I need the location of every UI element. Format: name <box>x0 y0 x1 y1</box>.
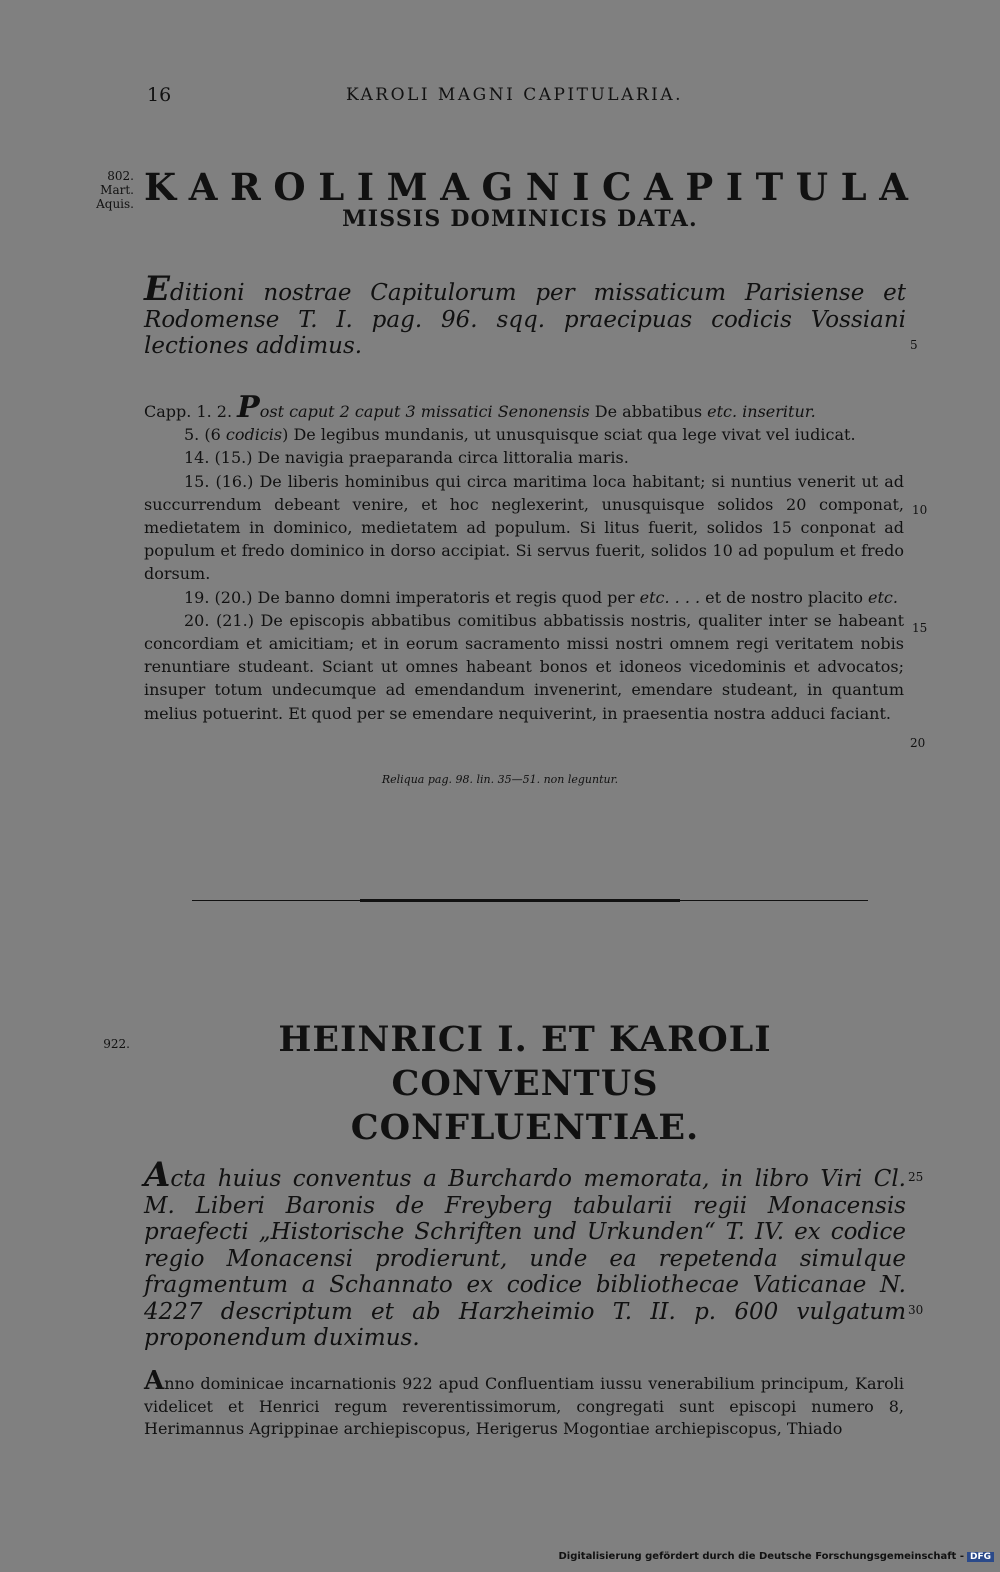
margin-note-date <box>92 169 134 211</box>
capp-line <box>144 390 904 425</box>
body-text: nno dominicae incarnationis 922 apud Confluentiam iussu venerabilium principum, Karoli videlicet et Henrici regum reverentissimorum, congregati sunt episcopi numero 8, Herimannus Agrippinae archiepiscopus, Herigerus Mogontiae archiepiscopus, Thiado <box>144 1374 904 1438</box>
paragraph-20: 20. (21.) De episcopis abbatibus comitibus abbatissis nostris, qualiter inter se habeant concordiam et amicitiam; et in eorum sacramento missi nostri omnem regi veritatem nobis renuntiare studeant. Sciant ut omnes habeant bonos et idoneos vicedominis et advocatos; insuper totum undecumque ad emendandum invenerint, emendare studeant, in quantum melius potuerint. Et quod per se emendare nequiverint, in praesentia nostra adduci faciant. <box>144 610 904 723</box>
p5-num: 5. (6 <box>184 425 226 445</box>
line-number: 25 <box>908 1170 924 1184</box>
p5-codicis: codicis <box>225 425 283 445</box>
line-number: 30 <box>908 1303 924 1317</box>
section-title <box>144 165 908 209</box>
initial-letter: A <box>144 1155 171 1195</box>
page-number: 16 <box>147 84 172 106</box>
p19-etc: etc. . . . <box>639 587 701 607</box>
capitula-body <box>144 390 904 725</box>
title-letter: N <box>525 165 560 209</box>
margin-place: Aquis. <box>96 197 134 211</box>
title-letter: G <box>481 165 514 209</box>
capp-prefix: Capp. 1. 2. <box>144 402 233 421</box>
title-letter: P <box>685 165 714 209</box>
title-letter: A <box>644 165 673 209</box>
digitization-credit <box>558 1551 994 1562</box>
paragraph-15: 15. (16.) De liberis hominibus qui circa maritima loca habitant; si nuntius venerit ut ad succurrendum debeant venire, et hoc neglexerint, unusquisque solidos 20 componat, medietatem in dominico, medietatem ad populum. Si litus fuerit, solidos 15 conponat ad populum et fredo dominico in dorso accipiat. Si servus fuerit, solidos 10 ad populum et fredo dorsum. <box>144 471 904 584</box>
p5-text: ) De legibus mundanis, ut unusquisque sciat qua lege vivat vel iudicat. <box>282 425 856 445</box>
title-letter: R <box>230 165 261 209</box>
conventus-paragraph <box>144 1366 904 1441</box>
title2-line2: CONFLUENTIAE. <box>350 1107 700 1148</box>
section-subtitle: MISSIS DOMINICIS DATA. <box>342 206 698 232</box>
margin-note-year: 922. <box>103 1037 130 1051</box>
credit-text: Digitalisierung gefördert durch die Deutsche Forschungsgemeinschaft - <box>558 1551 964 1562</box>
p19-a: 19. (20.) De banno domni imperatoris et regis quod per <box>184 587 640 607</box>
title-letter: A <box>440 165 469 209</box>
capp-italic: ost caput 2 caput 3 missatici Senonensis <box>259 402 590 421</box>
title-letter: I <box>356 165 375 209</box>
title-letter: U <box>795 165 829 209</box>
capp-mid: De abbatibus <box>589 402 708 421</box>
title2-line1: HEINRICI I. ET KAROLI CONVENTUS <box>278 1019 772 1104</box>
section-divider-thick <box>360 899 680 902</box>
paragraph-5 <box>144 423 904 446</box>
title-letter: T <box>755 165 784 209</box>
line-number: 15 <box>912 621 928 635</box>
initial-letter: E <box>144 269 170 309</box>
title-letter: L <box>318 165 345 209</box>
paragraph-14: 14. (15.) De navigia praeparanda circa littoralia maris. <box>184 448 629 468</box>
running-title: KAROLI MAGNI CAPITULARIA. <box>346 85 684 105</box>
dfg-logo: DFG <box>967 1552 994 1562</box>
title-letter: I <box>572 165 590 209</box>
title-letter: L <box>840 165 867 209</box>
title-letter: A <box>879 165 908 209</box>
title-letter: C <box>602 165 632 209</box>
conventus-body <box>144 1366 904 1441</box>
title-letter: O <box>273 165 306 209</box>
intro-paragraph-2 <box>144 1155 906 1352</box>
p19-b: et de nostro placito <box>700 587 869 607</box>
section-title-2 <box>170 1018 880 1150</box>
intro-paragraph <box>144 269 906 360</box>
intro-text: ditioni nostrae Capitulorum per missaticum Parisiense et Rodomense T. I. pag. 96. sqq. praecipuas codicis Vossiani lectiones addimus. <box>144 280 906 359</box>
p19-etc2: etc. <box>868 587 898 607</box>
paragraph-19 <box>144 586 904 609</box>
capp-initial: P <box>237 390 260 425</box>
line-number: 5 <box>910 338 918 352</box>
margin-month: Mart. <box>100 183 134 197</box>
line-number: 20 <box>910 736 926 750</box>
title-letter: A <box>188 165 218 209</box>
reliqua-note: Reliqua pag. 98. lin. 35—51. non leguntur. <box>381 773 619 786</box>
intro-text-2: cta huius conventus a Burchardo memorata, in libro Viri Cl. M. Liberi Baronis de Freyberg tabularii regii Monacensis praefecti „Historische Schriften und Urkunden“ T. IV. ex codice regio Monacensi prodierunt, unde ea repetenda simulque fragmentum a Schannato ex codice bibliothecae Vaticanae N. 4227 descriptum et ab Harzheimio T. II. p. 600 vulgatum proponendum duximus. <box>144 1166 906 1351</box>
capp-etc: etc. inseritur. <box>707 402 816 421</box>
margin-year: 802. <box>107 169 134 183</box>
title-letter: K <box>144 165 177 209</box>
title-letter: I <box>725 165 744 209</box>
title-letter: M <box>386 165 428 209</box>
line-number: 10 <box>912 503 928 517</box>
body-initial: A <box>144 1366 165 1396</box>
